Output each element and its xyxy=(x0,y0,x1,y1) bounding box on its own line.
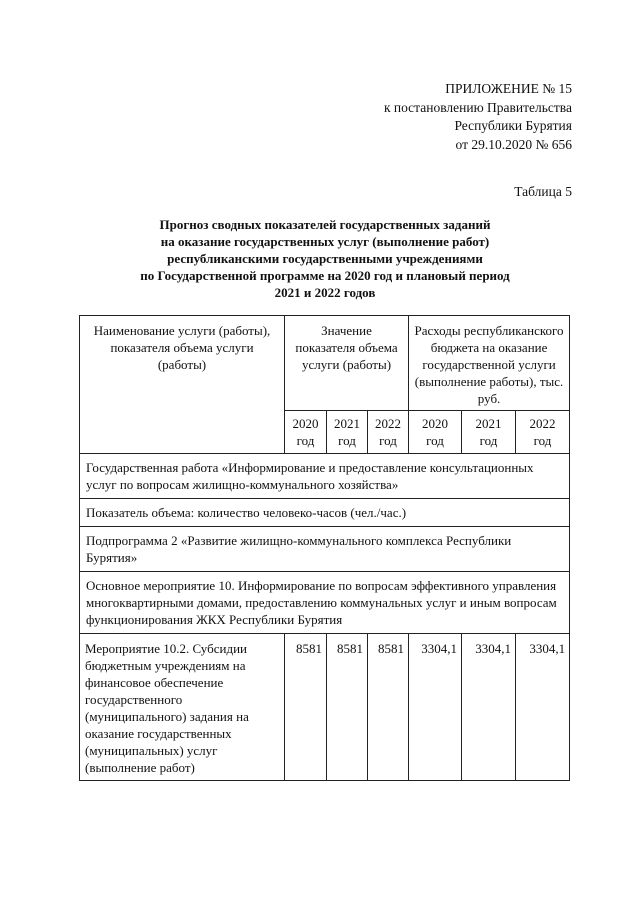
title-line-3: республиканскими государственными учреждениями xyxy=(167,251,483,266)
value-cell: 3304,1 xyxy=(409,634,462,781)
appendix-header xyxy=(384,80,572,154)
value-cell: 8581 xyxy=(285,634,327,781)
main-activity-row: Основное мероприятие 10. Информирование по вопросам эффективного управления многоквартирными домами, предоставлению коммунальных услуг и иным вопросам функционирования ЖКХ Республики Бурятия xyxy=(80,572,570,634)
appendix-line-3: Республики Бурятия xyxy=(454,118,572,133)
subprogram-row: Подпрограмма 2 «Развитие жилищно-коммунального комплекса Республики Бурятия» xyxy=(80,527,570,572)
year-cell: 2022 год xyxy=(516,411,570,454)
title-line-1: Прогноз сводных показателей государственных заданий xyxy=(159,217,491,232)
title-line-4: по Государственной программе на 2020 год и плановый период xyxy=(140,268,510,283)
year-cell: 2020 год xyxy=(409,411,462,454)
header-budget-expenses: Расходы республиканского бюджета на оказание государственной услуги (выполнение работы), тыс. руб. xyxy=(409,316,570,411)
year-cell: 2020 год xyxy=(285,411,327,454)
appendix-line-2: к постановлению Правительства xyxy=(383,99,572,115)
year-cell: 2022 год xyxy=(368,411,409,454)
value-cell: 8581 xyxy=(368,634,409,781)
title-line-5: 2021 и 2022 годов xyxy=(274,285,376,300)
title-line-2: на оказание государственных услуг (выполнение работ) xyxy=(160,234,490,249)
state-work-row: Государственная работа «Информирование и предоставление консультационных услуг по вопросам жилищно-коммунального хозяйства» xyxy=(80,454,570,499)
table-header-row xyxy=(80,316,570,411)
value-cell: 3304,1 xyxy=(516,634,570,781)
year-cell: 2021 год xyxy=(462,411,516,454)
value-cell: 3304,1 xyxy=(462,634,516,781)
value-cell: 8581 xyxy=(327,634,368,781)
appendix-line-4: от 29.10.2020 № 656 xyxy=(455,136,572,152)
table-row xyxy=(80,634,570,781)
table-number: Таблица 5 xyxy=(514,184,572,199)
table-row xyxy=(80,454,570,499)
header-service-name: Наименование услуги (работы), показателя объема услуги (работы) xyxy=(80,316,285,454)
volume-indicator-row: Показатель объема: количество человеко-часов (чел./час.) xyxy=(80,499,570,527)
header-volume-value: Значение показателя объема услуги (работы) xyxy=(285,316,409,411)
forecast-table xyxy=(79,315,570,781)
table-row xyxy=(80,572,570,634)
activity-name-cell: Мероприятие 10.2. Субсидии бюджетным учреждениям на финансовое обеспечение государственного (муниципального) задания на оказание государственных (муниципальных) услуг (выполнение работ) xyxy=(80,634,285,781)
table-row xyxy=(80,499,570,527)
table-row xyxy=(80,527,570,572)
appendix-line-1: ПРИЛОЖЕНИЕ № 15 xyxy=(445,81,572,96)
year-cell: 2021 год xyxy=(327,411,368,454)
document-title xyxy=(80,216,570,301)
